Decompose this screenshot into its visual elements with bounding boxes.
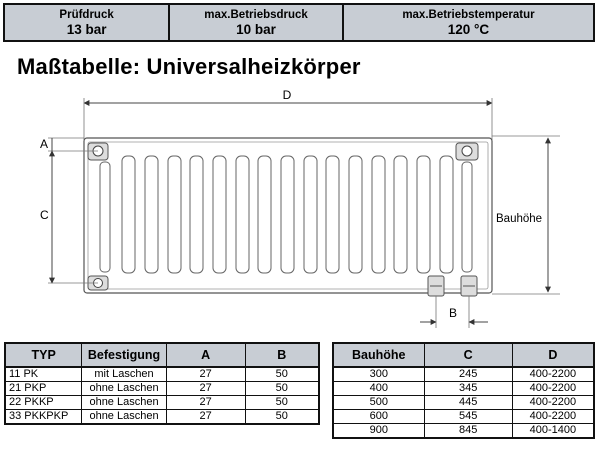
spec-bar (3, 3, 595, 42)
cell-c: 345 (424, 382, 512, 396)
table-row (5, 410, 319, 425)
cell-a: 27 (166, 396, 245, 410)
radiator-drawing (0, 80, 600, 330)
cell-befestigung: ohne Laschen (82, 382, 166, 396)
connector-bottom-right-2 (461, 276, 477, 296)
spec-max-operating-temperature (344, 5, 593, 40)
table-row (333, 382, 594, 396)
cell-typ: 33 PKKPKP (5, 410, 82, 425)
cell-befestigung: ohne Laschen (82, 410, 166, 425)
col-header-b: B (245, 343, 319, 367)
height-table (332, 342, 595, 439)
col-header-a: A (166, 343, 245, 367)
cell-b: 50 (245, 367, 319, 382)
table-row (5, 382, 319, 396)
label-a: A (40, 137, 49, 151)
spec-label: max.Betriebsdruck (204, 9, 308, 21)
cell-bauhoehe: 400 (333, 382, 424, 396)
table-header-row (5, 343, 319, 367)
table-row (333, 367, 594, 382)
table-row (5, 396, 319, 410)
spec-value: 13 bar (66, 22, 107, 37)
cell-d: 400-2200 (512, 410, 594, 424)
cell-b: 50 (245, 410, 319, 425)
col-header-d: D (512, 343, 594, 367)
table-row (333, 424, 594, 439)
cell-befestigung: ohne Laschen (82, 396, 166, 410)
table-row (333, 396, 594, 410)
cell-b: 50 (245, 382, 319, 396)
col-header-bauhoehe: Bauhöhe (333, 343, 424, 367)
cell-a: 27 (166, 367, 245, 382)
cell-c: 445 (424, 396, 512, 410)
cell-c: 545 (424, 410, 512, 424)
table-row (5, 367, 319, 382)
connector-top-right (456, 143, 478, 160)
cell-typ: 11 PK (5, 367, 82, 382)
spec-test-pressure (5, 5, 170, 40)
col-header-typ: TYP (5, 343, 82, 367)
label-b: B (449, 306, 458, 320)
cell-b: 50 (245, 396, 319, 410)
cell-d: 400-2200 (512, 382, 594, 396)
cell-bauhoehe: 500 (333, 396, 424, 410)
type-table (4, 342, 320, 425)
spec-max-operating-pressure (170, 5, 344, 40)
spec-value: 10 bar (236, 22, 276, 37)
connector-top-left (88, 143, 108, 160)
table-row (333, 410, 594, 424)
cell-bauhoehe: 300 (333, 367, 424, 382)
table-header-row (333, 343, 594, 367)
cell-d: 400-1400 (512, 424, 594, 439)
cell-c: 245 (424, 367, 512, 382)
cell-a: 27 (166, 382, 245, 396)
connector-bottom-right-1 (428, 276, 444, 296)
cell-typ: 21 PKP (5, 382, 82, 396)
col-header-c: C (424, 343, 512, 367)
cell-bauhoehe: 600 (333, 410, 424, 424)
cell-typ: 22 PKKP (5, 396, 82, 410)
page-title: Maßtabelle: Universalheizkörper (17, 54, 361, 79)
spec-label: Prüfdruck (59, 9, 114, 21)
label-c: C (40, 208, 49, 222)
cell-bauhoehe: 900 (333, 424, 424, 439)
spec-label: max.Betriebstemperatur (402, 9, 535, 21)
cell-c: 845 (424, 424, 512, 439)
label-height: Bauhöhe (496, 213, 543, 225)
cell-befestigung: mit Laschen (82, 367, 166, 382)
cell-d: 400-2200 (512, 367, 594, 382)
cell-a: 27 (166, 410, 245, 425)
spec-value: 120 °C (447, 22, 490, 37)
cell-d: 400-2200 (512, 396, 594, 410)
label-d: D (282, 88, 292, 102)
col-header-befestigung: Befestigung (82, 343, 166, 367)
